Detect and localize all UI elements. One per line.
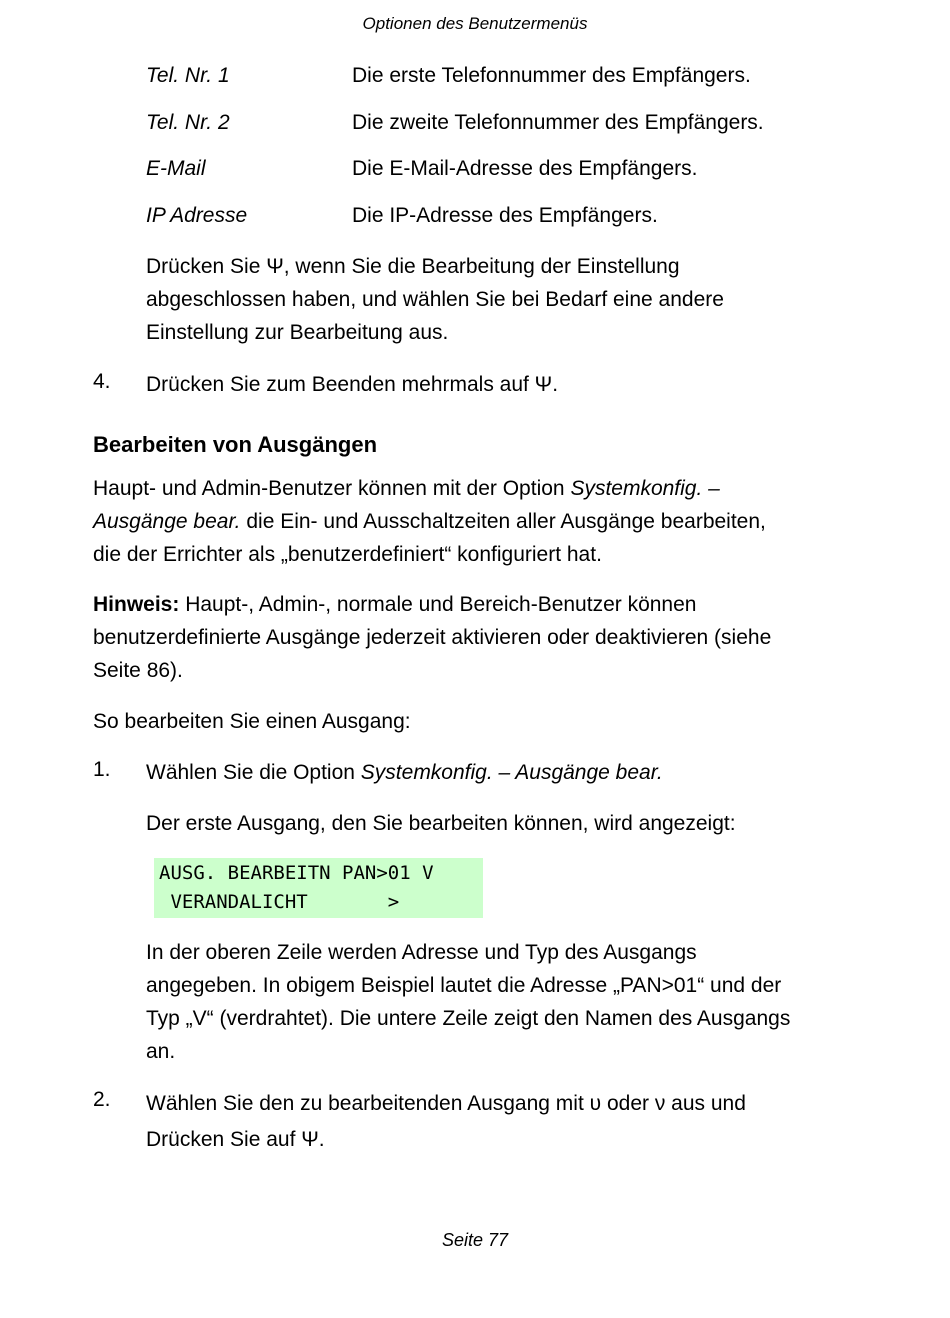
explain-line-1: In der oberen Zeile werden Adresse und Typ des Ausgangs: [146, 941, 697, 964]
intro-line-1-text: Haupt- und Admin-Benutzer können mit der Option: [93, 477, 571, 500]
desc-tel-nr-1: Die erste Telefonnummer des Empfängers.: [352, 64, 751, 87]
after-defs-line-1: Drücken Sie Ψ, wenn Sie die Bearbeitung der Einstellung: [146, 255, 680, 278]
step-2-text: [146, 1086, 746, 1158]
explain-paragraph: [146, 936, 790, 1068]
term-ip-adresse: IP Adresse: [146, 204, 248, 227]
explain-line-2: angegeben. In obigem Beispiel lautet die Adresse „PAN>01“ und der: [146, 974, 782, 997]
term-email: E-Mail: [146, 157, 206, 180]
note-line-3: Seite 86).: [93, 659, 183, 682]
lcd-line-2: VERANDALICHT >: [159, 891, 400, 913]
step-1-pre: Wählen Sie die Option: [146, 761, 361, 784]
step-1-number: 1.: [93, 758, 111, 781]
explain-line-4: an.: [146, 1040, 176, 1063]
page-footer: Seite 77: [441, 1230, 509, 1250]
step-4-number: 4.: [93, 370, 111, 393]
lcd-line-1: AUSG. BEARBEITN PAN>01 V: [159, 862, 434, 884]
after-defs-paragraph: [146, 250, 724, 349]
explain-line-3: Typ „V“ (verdrahtet). Die untere Zeile zeigt den Namen des Ausgangs: [146, 1007, 791, 1030]
intro-paragraph: [93, 472, 766, 571]
step-1-option: Systemkonfig. – Ausgänge bear.: [360, 761, 663, 784]
page-header: Optionen des Benutzermenüs: [362, 14, 588, 33]
step-1-text: [146, 756, 663, 789]
note-label: Hinweis:: [93, 593, 180, 616]
step-2-number: 2.: [93, 1088, 111, 1111]
step-2-line-2: Drücken Sie auf Ψ.: [146, 1128, 325, 1151]
intro-line-1-option: Systemkonfig. –: [570, 477, 720, 500]
lcd-display: [154, 858, 483, 918]
step-2-line-1: Wählen Sie den zu bearbeitenden Ausgang mit υ oder ν aus und: [146, 1092, 746, 1115]
step-1-result: Der erste Ausgang, den Sie bearbeiten können, wird angezeigt:: [146, 812, 736, 835]
note-line-1: Haupt-, Admin-, normale und Bereich-Benutzer können: [179, 593, 697, 616]
note-line-2: benutzerdefinierte Ausgänge jederzeit aktivieren oder deaktivieren (siehe: [93, 626, 772, 649]
after-defs-line-2: abgeschlossen haben, und wählen Sie bei Bedarf eine andere: [146, 288, 724, 311]
note-paragraph: [93, 588, 771, 687]
desc-tel-nr-2: Die zweite Telefonnummer des Empfängers.: [352, 111, 764, 134]
intro-line-3: die der Errichter als „benutzerdefiniert“ konfiguriert hat.: [93, 543, 602, 566]
term-tel-nr-1: Tel. Nr. 1: [146, 64, 230, 87]
section-heading: Bearbeiten von Ausgängen: [93, 432, 378, 457]
after-defs-line-3: Einstellung zur Bearbeitung aus.: [146, 321, 449, 344]
lead-sentence: So bearbeiten Sie einen Ausgang:: [93, 710, 411, 733]
desc-ip-adresse: Die IP-Adresse des Empfängers.: [352, 204, 658, 227]
step-4-text: Drücken Sie zum Beenden mehrmals auf Ψ.: [146, 373, 559, 396]
term-tel-nr-2: Tel. Nr. 2: [146, 111, 230, 134]
desc-email: Die E-Mail-Adresse des Empfängers.: [352, 157, 698, 180]
intro-line-2-text: die Ein- und Ausschaltzeiten aller Ausgänge bearbeiten,: [240, 510, 766, 533]
intro-line-2-option: Ausgänge bear.: [93, 510, 241, 533]
